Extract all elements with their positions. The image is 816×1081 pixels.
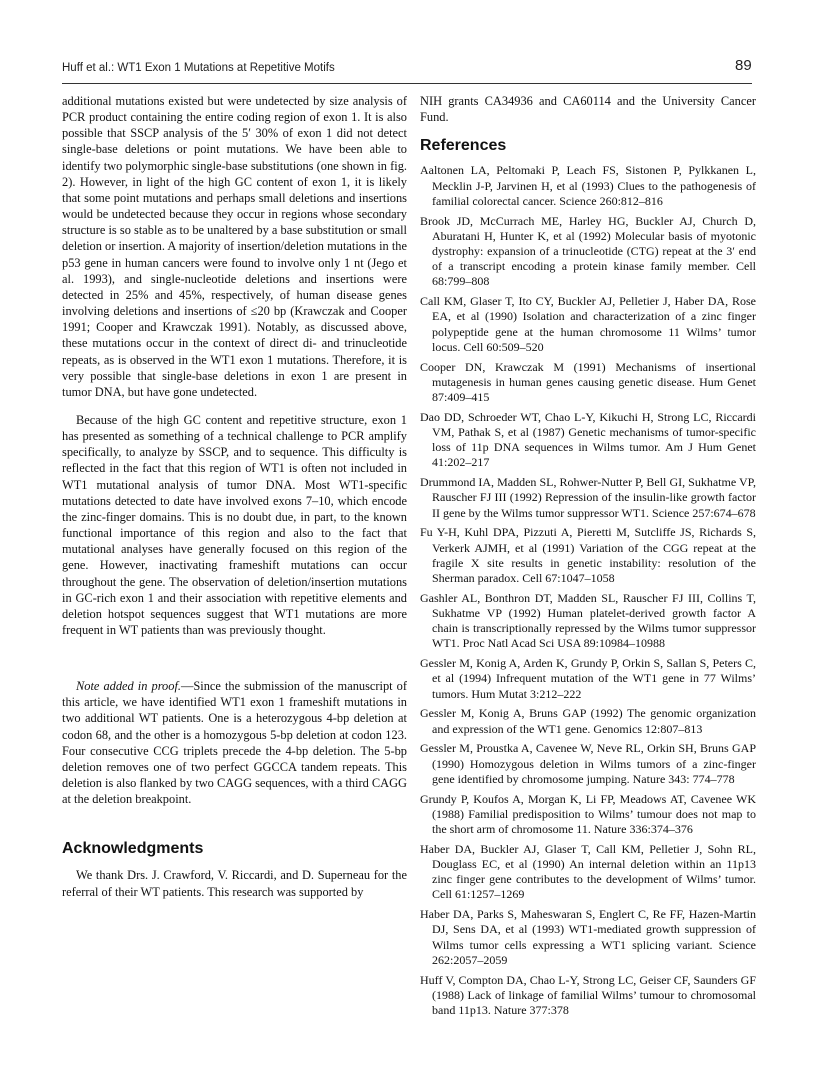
reference-item: Gessler M, Konig A, Arden K, Grundy P, Orkin S, Sallan S, Peters C, et al (1994) Infrequent mutation of the WT1 gene in 77 Wilms’ tumors. Hum Mutat 3:212–222: [420, 656, 756, 701]
acknowledgments-text: We thank Drs. J. Crawford, V. Riccardi, and D. Superneau for the referral of their WT patients. This research was supported by: [62, 868, 407, 899]
acknowledgments-heading: Acknowledgments: [62, 840, 204, 858]
right-column: [420, 93, 756, 1023]
reference-item: Aaltonen LA, Peltomaki P, Leach FS, Sistonen P, Pylkkanen L, Mecklin J-P, Jarvinen H, et al (1993) Clues to the pathogenesis of familial colorectal cancer. Science 260:812–816: [420, 163, 756, 208]
reference-item: Call KM, Glaser T, Ito CY, Buckler AJ, Pelletier J, Haber DA, Rose EA, et al (1990) Isolation and characterization of a zinc finger polypeptide gene at the human chromosome 11 Wilms’ tumor locus. Cell 60:509–520: [420, 294, 756, 354]
reference-item: Cooper DN, Krawczak M (1991) Mechanisms of insertional mutagenesis in human genes causing genetic disease. Hum Genet 87:409–415: [420, 359, 756, 404]
reference-item: Drummond IA, Madden SL, Rohwer-Nutter P, Bell GI, Sukhatme VP, Rauscher FJ III (1992) Repression of the insulin-like growth factor II gene by the Wilms tumor suppressor WT1. Science 257:674–678: [420, 475, 756, 520]
reference-list: [420, 163, 756, 1018]
note-lead: Note added in proof.: [76, 679, 181, 694]
running-header-title: Huff et al.: WT1 Exon 1 Mutations at Repetitive Motifs: [62, 62, 335, 74]
reference-item: Dao DD, Schroeder WT, Chao L-Y, Kikuchi H, Strong LC, Riccardi VM, Pathak S, et al (1987) Genetic mechanisms of tumor-specific loss of 11p DNA sequences in Wilms tumor. Am J Hum Genet 41:202–217: [420, 409, 756, 470]
reference-item: Gessler M, Konig A, Bruns GAP (1992) The genomic organization and expression of the WT1 gene. Genomics 12:807–813: [420, 706, 756, 736]
reference-item: Haber DA, Parks S, Maheswaran S, Englert C, Re FF, Hazen-Martin DJ, Sens DA, et al (1993) WT1-mediated growth suppression of Wilms tumor cells expressing a WT1 splicing variant. Science 262:2057–2059: [420, 907, 756, 967]
note-text: —Since the submission of the manuscript of this article, we have identified WT1 exon 1 frameshift mutations in two additional WT patients. One is a heterozygous 4-bp deletion at codon 68, and the other is a homozygous 5-bp deletion at codon 123. Four consecutive CCG triplets precede the 4-bp deletion. The 5-bp deletion removes one of two perfect GGCCA tandem repeats. This deletion is also flanked by two CAGG sequences, with a third CAGG at the deletion breakpoint.: [62, 679, 407, 807]
body-paragraph: additional mutations existed but were undetected by size analysis of PCR product containing the entire coding region of exon 1. It is also possible that SSCP analysis of the 5′ 30% of exon 1 did not detect single-base deletions or point mutations. We have been able to identify two polymorphic single-base substitutions (one shown in fig. 2). However, in light of the high GC content of exon 1, it is likely that some point mutations and perhaps small deletions and insertions would be undetected because they occur in regions whose secondary structure is so stable as to be unaltered by a base substitution or small deletion or insertion. A majority of insertion/deletion mutations in the p53 gene in human cancers were found to involve only 1 nt (Jego et al. 1993), and single-nucleotide deletions and insertions were detected in 25% and 45%, respectively, of human disease genes involving deletions and insertions of ≤20 bp (Krawczak and Cooper 1991; Cooper and Krawczak 1991). Notably, as discussed above, these mutations occur in the context of direct di- and trinucleotide repeats, as is observed in the WT1 exon 1 mutations. Therefore, it is very possible that single-base deletions in exon 1 are present in tumor DNA, but have gone undetected.: [62, 94, 407, 399]
left-column: [62, 93, 407, 900]
header-rule: [62, 83, 752, 84]
acknowledgments-continuation: NIH grants CA34936 and CA60114 and the University Cancer Fund.: [420, 94, 756, 125]
note-added-in-proof: [62, 678, 407, 807]
references-heading: References: [420, 137, 507, 155]
reference-item: Gessler M, Proustka A, Cavenee W, Neve RL, Orkin SH, Bruns GAP (1990) Homozygous deletion in Wilms tumors of a zinc-finger gene identified by chromosome jumping. Nature 343: 774–778: [420, 741, 756, 786]
reference-item: Haber DA, Buckler AJ, Glaser T, Call KM, Pelletier J, Sohn RL, Douglass EC, et al (1990) An internal deletion within an 11p13 zinc finger gene contributes to the development of Wilms’ tumor. Cell 61:1257–1269: [420, 841, 756, 902]
body-paragraph: Because of the high GC content and repetitive structure, exon 1 has presented as something of a technical challenge to PCR amplify specifically, to analyze by SSCP, and to sequence. This difficulty is reflected in the fact that this region of WT1 is often not included in WT1 mutational analysis of tumor DNA. Most WT1-specific mutations detected to date have involved exons 7–10, which encode the zinc-finger domains. This is no doubt due, in part, to the known functional importance of this region and also to the fact that mutational analyses have generally focused on this region of the gene. However, inactivating frameshift mutations can occur throughout the gene. The observation of deletion/insertion mutations in GC-rich exon 1 and their association with repetitive elements and deletion hotspot sequences suggest that WT1 mutations are more frequent in WT patients than was previously thought.: [62, 412, 407, 637]
reference-item: Fu Y-H, Kuhl DPA, Pizzuti A, Pieretti M, Sutcliffe JS, Richards S, Verkerk AJMH, et al (1991) Variation of the CGG repeat at the fragile X site results in genetic instability: resolution of the Sherman paradox. Cell 67:1047–1058: [420, 525, 756, 585]
page-number: 89: [735, 57, 752, 74]
reference-item: Huff V, Compton DA, Chao L-Y, Strong LC, Geiser CF, Saunders GF (1988) Lack of linkage of familial Wilms’ tumour to chromosomal band 11p13. Nature 377:378: [420, 972, 756, 1017]
reference-item: Grundy P, Koufos A, Morgan K, Li FP, Meadows AT, Cavenee WK (1988) Familial predisposition to Wilms’ tumour does not map to the short arm of chromosome 11. Nature 336:374–376: [420, 791, 756, 836]
reference-item: Brook JD, McCurrach ME, Harley HG, Buckler AJ, Church D, Aburatani H, Hunter K, et al (1992) Molecular basis of myotonic dystrophy: expansion of a trinucleotide (CTG) repeat at the 3′ end of a transcript encoding a protein kinase family member. Cell 68:799–808: [420, 213, 756, 289]
reference-item: Gashler AL, Bonthron DT, Madden SL, Rauscher FJ III, Collins T, Sukhatme VP (1992) Human platelet-derived growth factor A chain is transcriptionally repressed by the Wilms tumor suppressor WT1. Proc Natl Acad Sci USA 89:10984–10988: [420, 590, 756, 651]
